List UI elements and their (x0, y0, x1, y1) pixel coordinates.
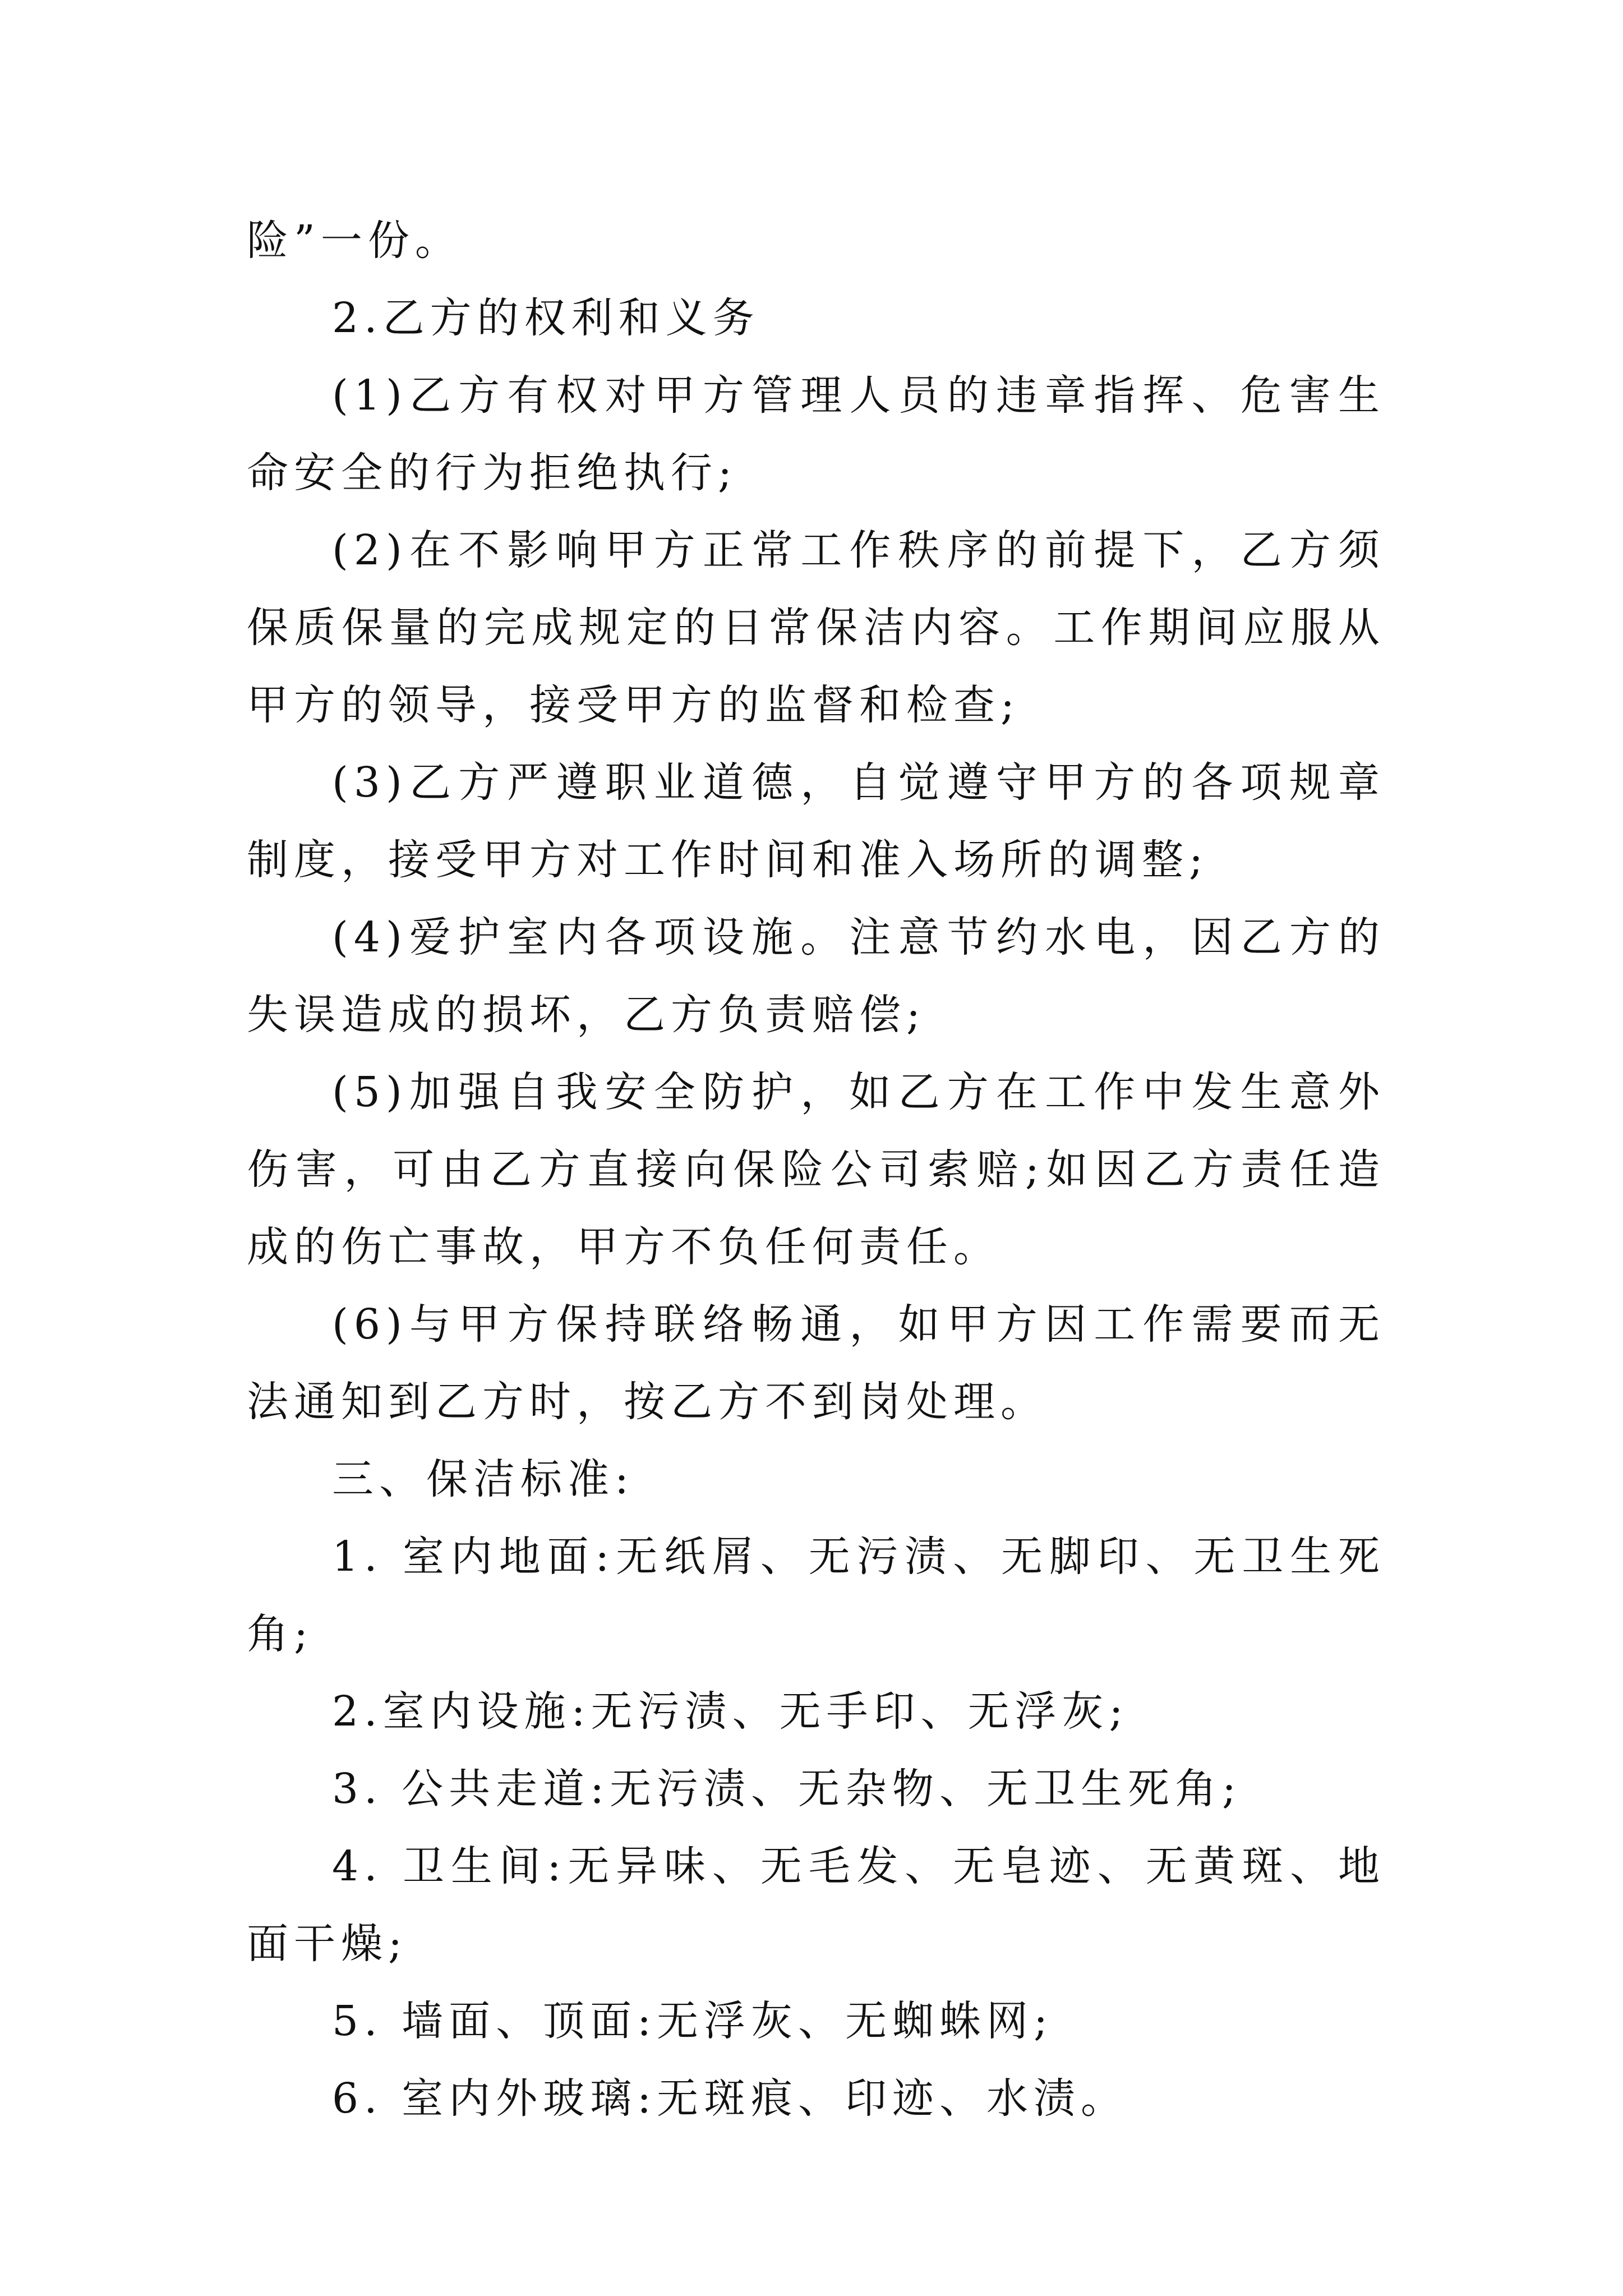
clause-6: (6)与甲方保持联络畅通，如甲方因工作需要而无法通知到乙方时，按乙方不到岗处理。 (247, 1300, 1385, 1426)
clause-3: (3)乙方严遵职业道德，自觉遵守甲方的各项规章制度，接受甲方对工作时间和准入场所的调整; (247, 758, 1385, 884)
standard-1: 1. 室内地面:无纸屑、无污渍、无脚印、无卫生死角; (247, 1533, 1385, 1658)
section-heading-cleaning-standards: 三、保洁标准: (332, 1455, 634, 1503)
clause-4: (4)爱护室内各项设施。注意节约水电，因乙方的失误造成的损坏，乙方负责赔偿; (247, 913, 1385, 1039)
clause-5: (5)加强自我安全防护，如乙方在工作中发生意外伤害，可由乙方直接向保险公司索赔;如因乙方责任造成的伤亡事故，甲方不负任何责任。 (247, 1068, 1385, 1271)
standard-3: 3. 公共走道:无污渍、无杂物、无卫生死角; (332, 1765, 1242, 1813)
clause-1: (1)乙方有权对甲方管理人员的违章指挥、危害生命安全的行为拒绝执行; (247, 371, 1385, 497)
standard-5: 5. 墙面、顶面:无浮灰、无蜘蛛网; (332, 1997, 1053, 2045)
standard-2: 2.室内设施:无污渍、无手印、无浮灰; (332, 1687, 1129, 1736)
standard-6: 6. 室内外玻璃:无斑痕、印迹、水渍。 (332, 2074, 1128, 2123)
document-body (247, 202, 1385, 2137)
standard-4: 4. 卫生间:无异味、无毛发、无皂迹、无黄斑、地面干燥; (247, 1842, 1385, 1968)
clause-2: (2)在不影响甲方正常工作秩序的前提下，乙方须保质保量的完成规定的日常保洁内容。工作期间应服从甲方的领导，接受甲方的监督和检查; (247, 526, 1385, 729)
section-heading-party-b-rights: 2.乙方的权利和义务 (332, 294, 760, 342)
paragraph-continuation: 险”一份。 (247, 217, 462, 265)
